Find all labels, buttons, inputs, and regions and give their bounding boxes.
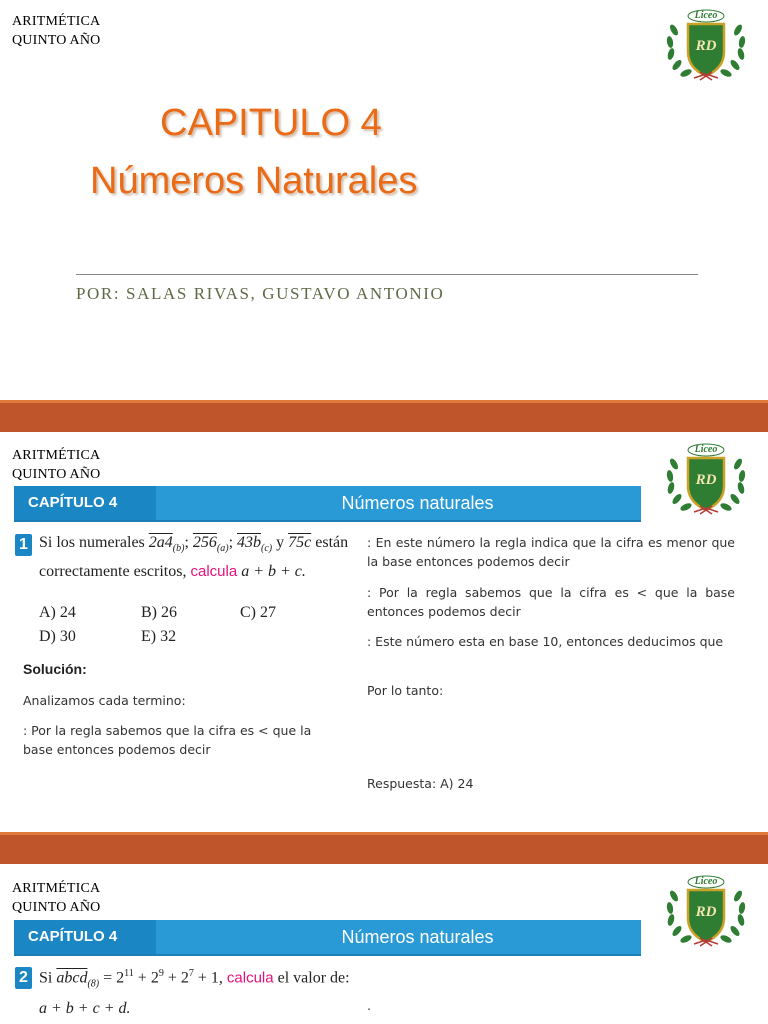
numeral-3: 43b [237,534,262,551]
chapter-title: CAPITULO 4 [160,102,382,144]
chapter-banner [14,920,641,956]
banner-topic: Números naturales [341,493,494,513]
problem1-slide [0,432,768,832]
author-name: POR: SALAS RIVAS, GUSTAVO ANTONIO [76,284,445,303]
logo-initials: RD [695,472,717,488]
si-word: Si [39,969,53,987]
problem1-statement-line2 [39,563,306,581]
option-e: E) 32 [141,628,177,645]
option-a: A) 24 [39,604,76,621]
option-d: D) 30 [39,628,76,645]
analyze-text: Analizamos cada termino: [23,693,186,708]
problem-tail: están [315,534,349,551]
banner-chapter: CAPÍTULO 4 [14,486,156,520]
topic-title: Números Naturales [90,160,418,202]
slide-divider [0,400,768,432]
problem-rest: el valor de: [277,969,350,987]
header-text [12,446,100,484]
grade-label: QUINTO AÑO [12,33,101,48]
cover-slide [0,0,768,400]
base-3: (c) [261,543,273,555]
base-8: (8) [87,978,100,990]
exponent-3: 7 [188,968,194,979]
exponent-1: 11 [124,968,134,979]
header-text [12,12,100,50]
logo-name: Liceo [694,444,718,455]
problem-number-badge: 1 [15,534,32,556]
numeral-1: 2a4 [148,534,173,551]
liceo-logo [664,8,748,86]
therefore-text: Por lo tanto: [367,683,444,698]
liceo-logo [664,874,748,952]
base-1: (b) [172,543,185,555]
note-right-1: : En este número la regla indica que la cifra es menor que la base entonces podemos decir [367,535,735,569]
option-c: C) 27 [240,604,276,621]
liceo-logo [664,442,748,520]
problem2-statement-line1 [39,968,350,990]
logo-name: Liceo [694,10,718,21]
subject-label: ARITMÉTICA [12,448,101,463]
calcula-keyword: calcula [226,969,274,987]
power-term-1: = 2 [103,969,125,987]
power-term-2: + 2 [137,969,159,987]
logo-initials: RD [695,904,717,920]
banner-topic: Números naturales [341,927,494,947]
solution-label: Solución: [23,661,87,677]
calcula-keyword: calcula [190,563,238,580]
author-divider [76,274,698,275]
base-2: (a) [216,543,229,555]
numeral-4: 75c [288,534,312,551]
answer-text: Respuesta: A) 24 [367,776,474,791]
grade-label: QUINTO AÑO [12,900,101,915]
problem-line2: correctamente escritos, [39,563,187,580]
problem-number-badge: 2 [15,967,32,989]
slide-divider [0,832,768,864]
header-text [12,879,100,917]
subject-label: ARITMÉTICA [12,881,101,896]
power-term-4: + 1, [197,969,223,987]
problem-expression: a + b + c. [241,563,306,580]
option-b: B) 26 [141,604,177,621]
note-right-2: : Por la regla sabemos que la cifra es < que la base entonces podemos decir [367,585,735,619]
note-right-3: : Este número esta en base 10, entonces deducimos que [367,634,724,649]
note-left: : Por la regla sabemos que la cifra es < que la base entonces podemos decir [23,723,312,757]
conjunction: y [276,534,285,551]
exponent-2: 9 [158,968,164,979]
chapter-banner [14,486,641,522]
logo-initials: RD [695,38,717,54]
power-term-3: + 2 [167,969,189,987]
subject-label: ARITMÉTICA [12,14,101,29]
numeral-2: 256 [192,534,217,551]
banner-chapter: CAPÍTULO 4 [14,920,156,954]
logo-name: Liceo [694,876,718,887]
trailing-dot: . [367,998,371,1013]
problem2-slide [0,864,768,1024]
problem2-expression: a + b + c + d. [39,1000,131,1017]
problem-intro: Si los numerales [39,534,145,551]
numeral-abcd: abcd [56,969,88,987]
grade-label: QUINTO AÑO [12,467,101,482]
problem1-statement-line1: Si los numerales $2a4_{(b)}$; $256_{(a)}$; $43b_{(c)}$ y 75c están [39,534,349,555]
